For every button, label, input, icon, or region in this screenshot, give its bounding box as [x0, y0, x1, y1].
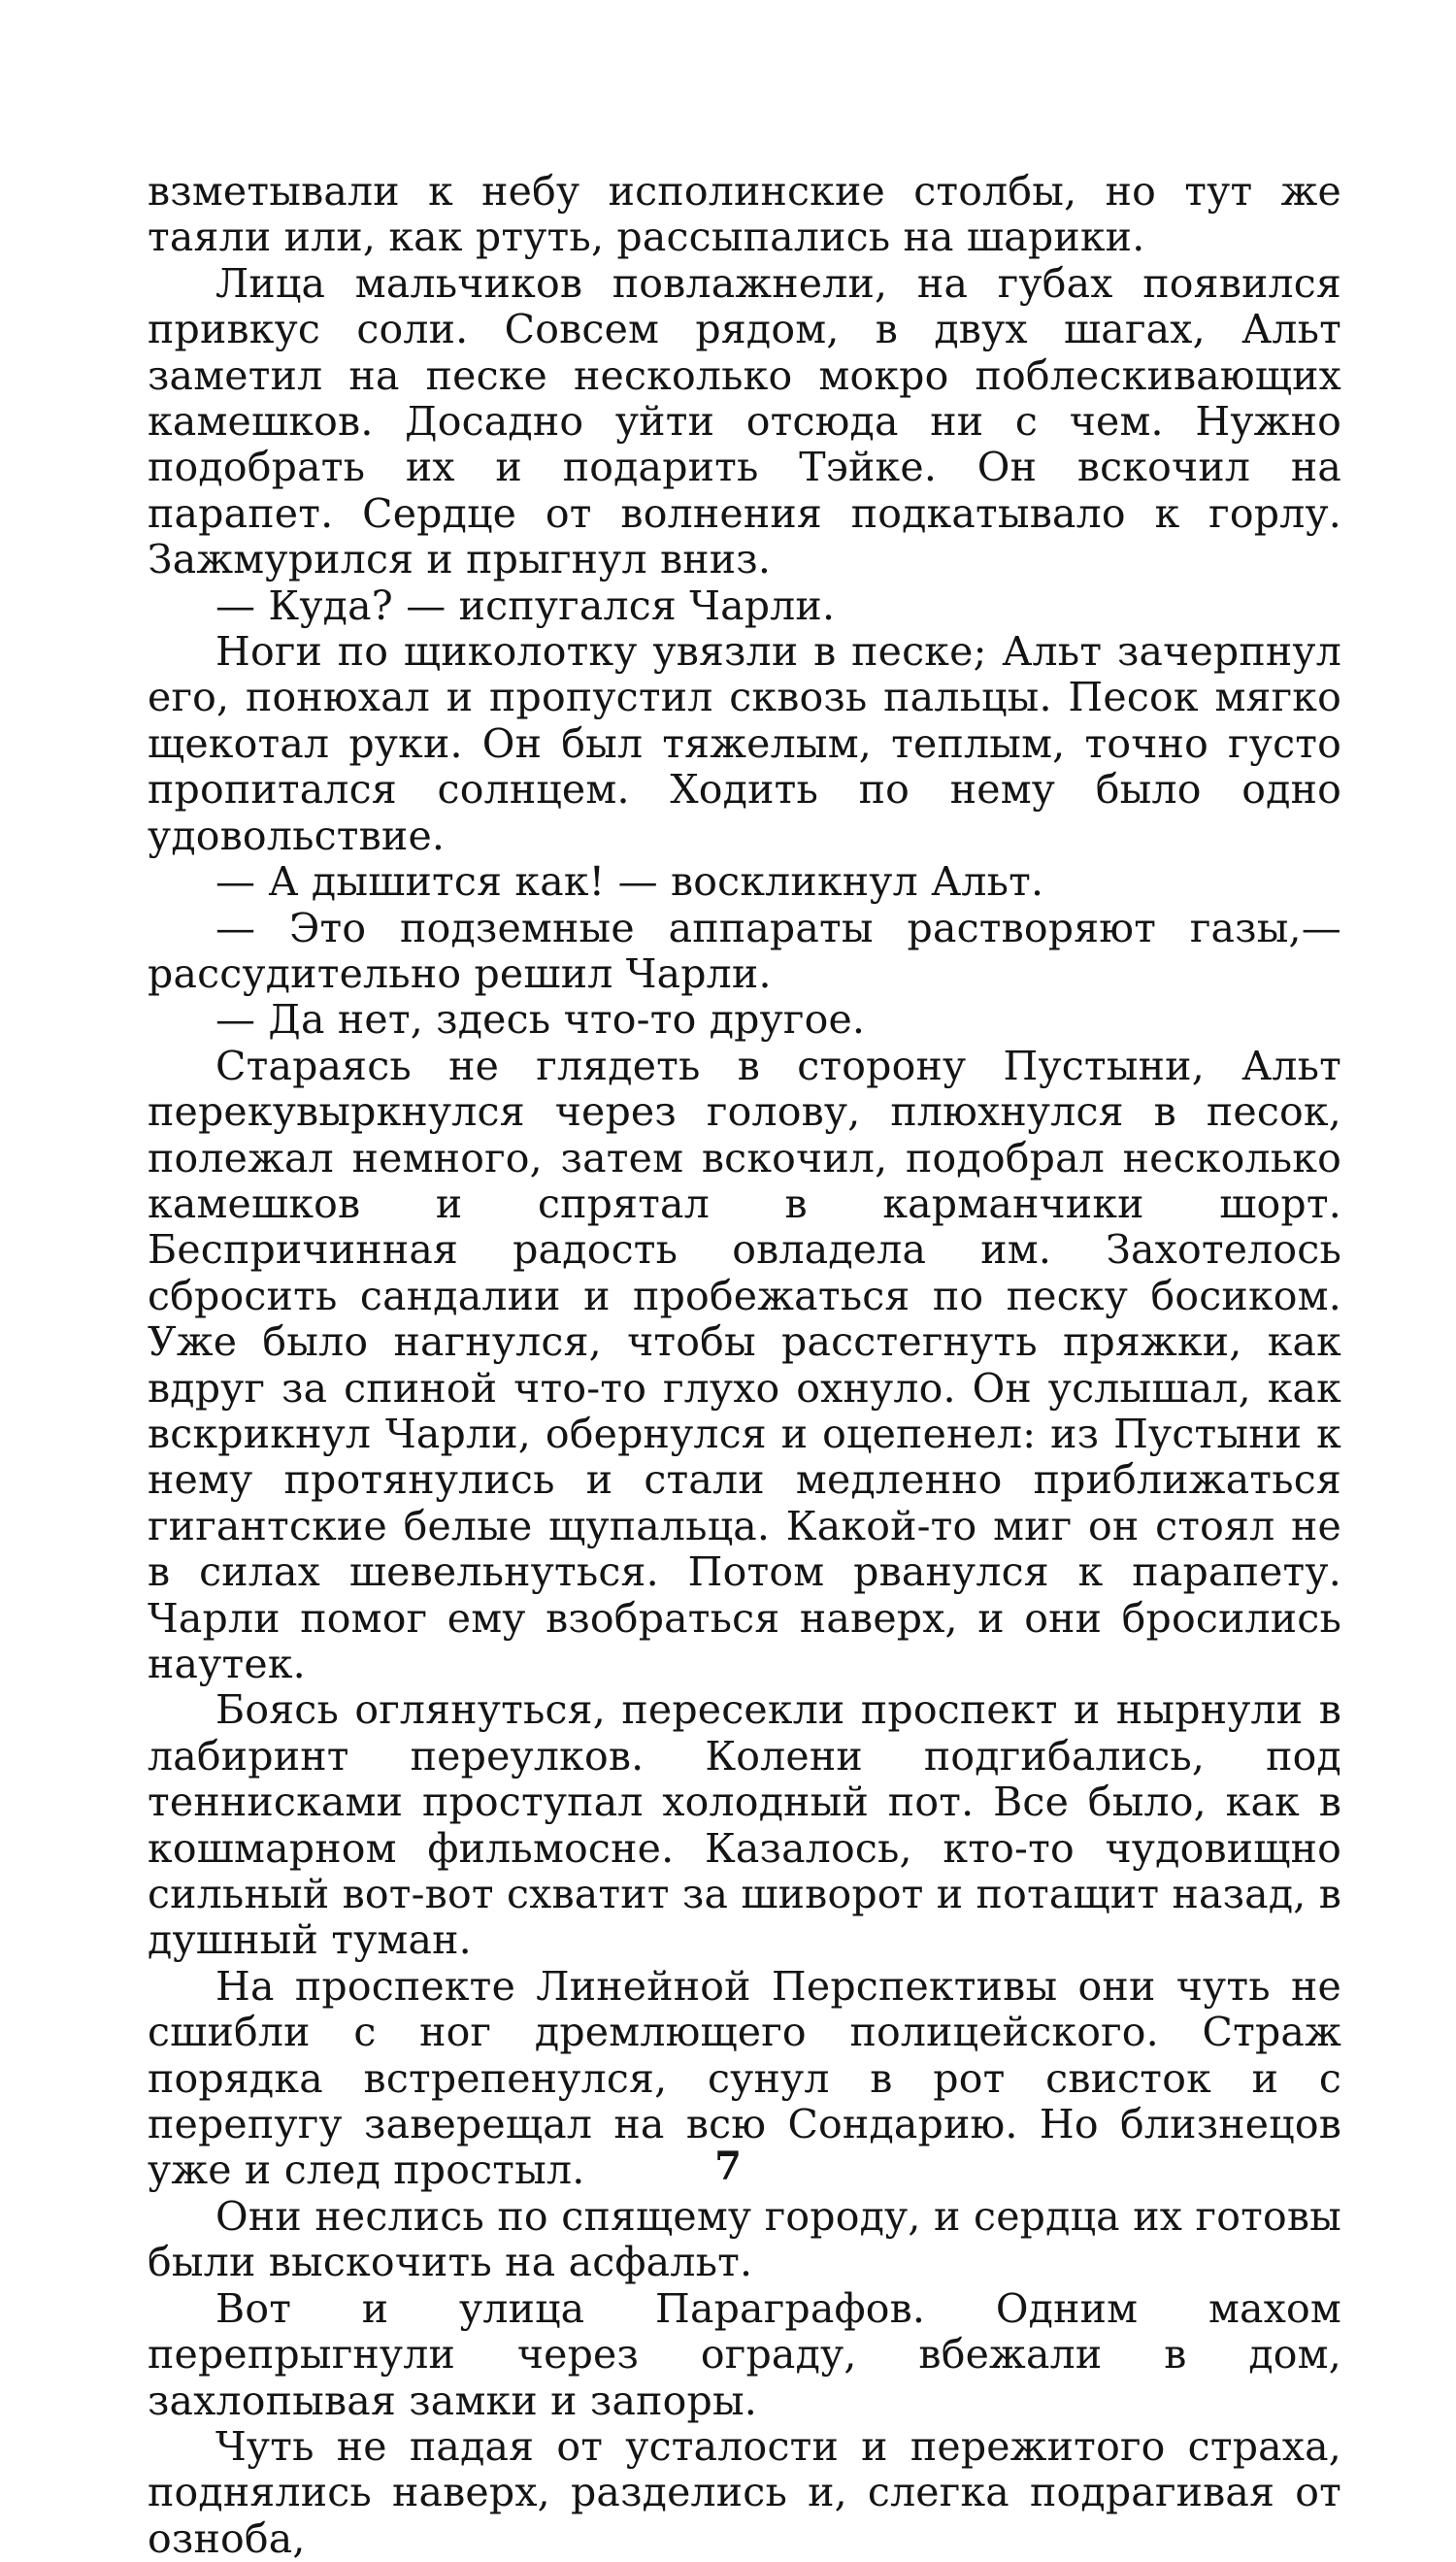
paragraph: Боясь оглянуться, пересекли проспект и нырнули в лабиринт переулков. Колени подгибались, под теннисками проступал холодный пот. Все было, как в кошмарном фильмосне. Казалось, кто-то чудовищно сильный вот-вот схватит за шиворот и потащит назад, в душный туман.	[148, 1686, 1342, 1964]
paragraph: — Это подземные аппараты растворяют газы,— рассудительно решил Чарли.	[148, 904, 1341, 997]
paragraph: — Да нет, здесь что-то другое.	[215, 996, 866, 1044]
paragraph: Вот и улица Параграфов. Одним махом перепрыгнули через ограду, вбежали в дом, захлопывая замки и запоры.	[148, 2284, 1341, 2424]
paragraph: Лица мальчиков повлажнели, на губах появился привкус соли. Совсем рядом, в двух шагах, Альт заметил на песке несколько мокро поблескивающих камешков. Досадно уйти отсюда ни с чем. Нужно подобрать их и подарить Тэйке. Он вскочил на парапет. Сердце от волнения подкатывало к горлу. Зажмурился и прыгнул вниз.	[148, 259, 1341, 583]
paragraph: Ноги по щиколотку увязли в песке; Альт зачерпнул его, понюхал и пропустил сквозь пальцы. Песок мягко щекотал руки. Он был тяжелым, теплым, точно густо пропитался солнцем. Ходить по нему было одно удовольствие.	[148, 628, 1341, 859]
paragraph: Стараясь не глядеть в сторону Пустыни, Альт перекувыркнулся через голову, плюхнулся в песок, полежал немного, затем вскочил, подобрал несколько камешков и спрятал в карманчики шорт. Беспричинная радость овладела им. Захотелось сбросить сандалии и пробежаться по песку босиком. Уже было нагнулся, чтобы расстегнуть пряжки, как вдруг за спиной что-то глухо охнуло. Он услышал, как вскрикнул Чарли, обернулся и оцепенел: из Пустыни к нему протянулись и стали медленно приближаться гигантские белые щупальца. Какой-то миг он стоял не в силах шевельнуться. Потом рванулся к парапету. Чарли помог ему взобраться наверх, и они бросились наутек.	[148, 1042, 1341, 1687]
paragraph: взметывали к небу исполинские столбы, но тут же таяли или, как ртуть, рассыпались на шарики.	[148, 168, 1341, 261]
paragraph: На проспекте Линейной Перспективы они чуть не сшибли с ног дремлющего полицейского. Страж порядка встрепенулся, сунул в рот свисток и с перепугу заверещал на всю Сондарию. Но близнецов уже и след простыл.	[148, 1962, 1341, 2194]
paragraph: Они неслись по спящему городу, и сердца их готовы были выскочить на асфальт.	[148, 2192, 1341, 2286]
paragraph: Чуть не падая от усталости и пережитого страха, поднялись наверх, разделись и, слегка подрагивая от озноба,	[148, 2422, 1341, 2562]
paragraph: — Куда? — испугался Чарли.	[215, 582, 836, 629]
page-text	[148, 169, 1341, 2562]
paragraph: — А дышится как! — воскликнул Альт.	[215, 858, 1044, 906]
page-number: 7	[714, 2144, 742, 2189]
